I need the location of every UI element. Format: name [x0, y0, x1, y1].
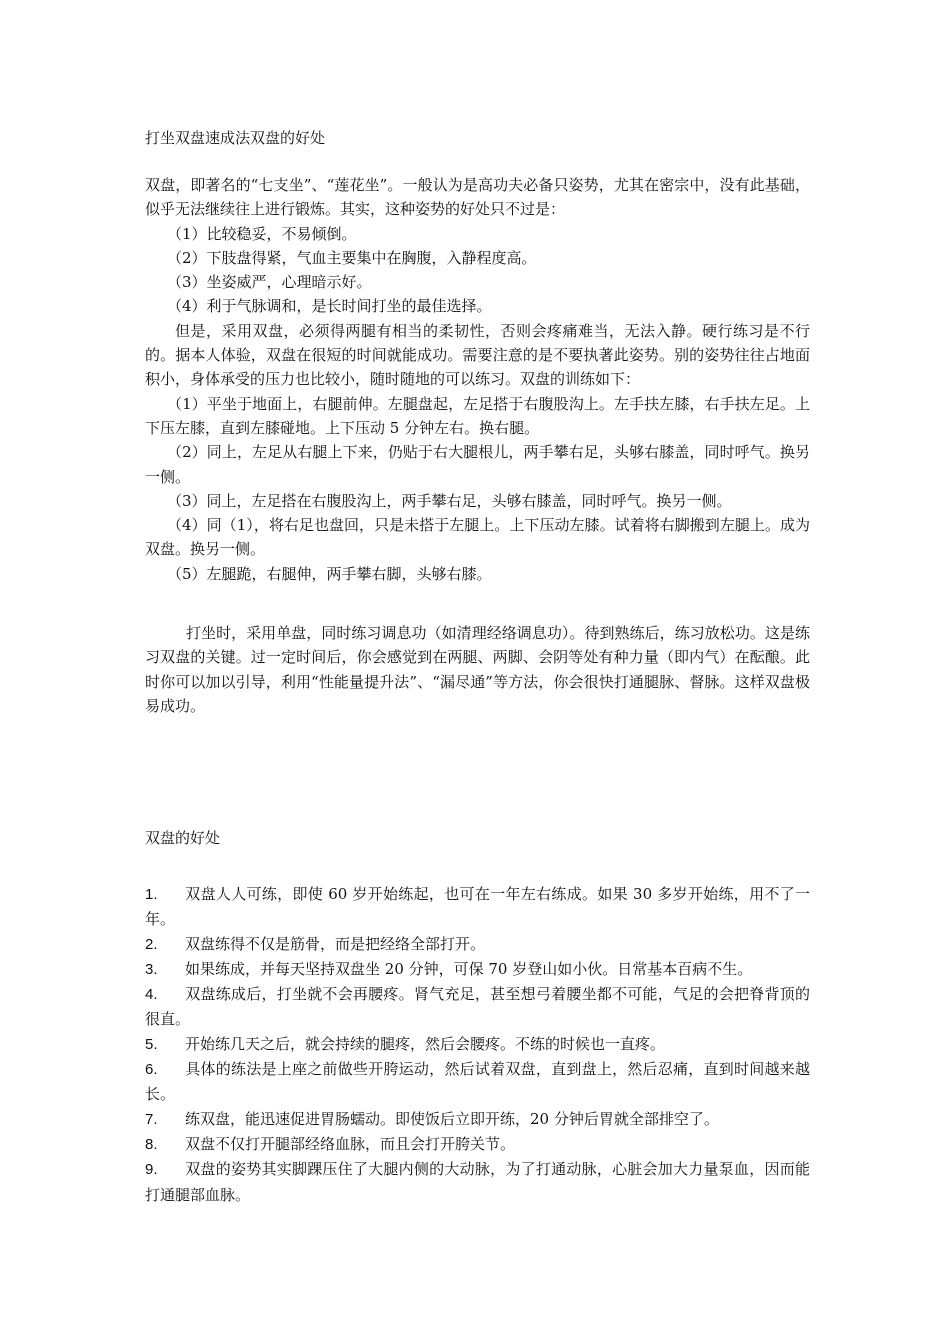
list-item-text: 双盘的姿势其实脚踝压住了大腿内侧的大动脉，为了打通动脉，心脏会加大力量泵血，因而能打通腿部血脉。	[145, 1160, 810, 1204]
benefit-item: （3）坐姿威严，心理暗示好。	[167, 273, 372, 292]
list-item-text: 具体的练法是上座之前做些开胯运动，然后试着双盘，直到盘上，然后忍痛，直到时间越来越长。	[145, 1060, 810, 1104]
list-item-number: 4.	[145, 986, 158, 1004]
list-item-number: 9.	[145, 1161, 158, 1179]
benefit-item: （2）下肢盘得紧，气血主要集中在胸腹，入静程度高。	[167, 248, 537, 267]
document-title: 打坐双盘速成法双盘的好处	[145, 129, 326, 147]
list-item	[145, 1132, 810, 1157]
training-step: （2）同上，左足从右腿上下来，仍贴于右大腿根儿，两手攀右足，头够右膝盖，同时呼气。换另一侧。	[145, 443, 810, 486]
list-item-text: 如果练成，并每天坚持双盘坐 20 分钟，可保 70 岁登山如小伙。日常基本百病不生。	[185, 959, 753, 978]
closing-paragraph: 打坐时，采用单盘，同时练习调息功（如清理经络调息功）。待到熟练后，练习放松功。这是练习双盘的关键。过一定时间后，你会感觉到在两腿、两脚、会阴等处有种力量（即内气）在酝酿。此时你可以加以引导，利用“性能量提升法”、“漏尽通”等方法，你会很快打通腿脉、督脉。这样双盘极易成功。	[145, 624, 810, 715]
benefit-item: （4）利于气脉调和，是长时间打坐的最佳选择。	[167, 297, 492, 316]
closing-block	[145, 621, 810, 718]
training-step: （1）平坐于地面上，右腿前伸。左腿盘起，左足搭于右腹股沟上。左手扶左膝，右手扶左足。上下压左膝，直到左膝碰地。上下压动 5 分钟左右。换右腿。	[145, 394, 810, 437]
list-item-number: 7.	[145, 1110, 158, 1128]
list-item	[145, 1107, 810, 1132]
list-item	[145, 957, 810, 982]
section-two-list	[145, 882, 810, 1207]
list-item	[145, 882, 810, 932]
section-one-body	[145, 173, 810, 586]
intro-paragraph: 双盘，即著名的“七支坐”、“莲花坐”。一般认为是高功夫必备只姿势，尤其在密宗中，没有此基础，似乎无法继续往上进行锻炼。其实，这种姿势的好处只不过是：	[145, 176, 810, 219]
list-item-text: 双盘人人可练，即使 60 岁开始练起，也可在一年左右练成。如果 30 多岁开始练，用不了一年。	[145, 885, 810, 929]
benefit-item: （1）比较稳妥，不易倾倒。	[167, 224, 357, 243]
list-item-number: 2.	[145, 935, 158, 953]
list-item-text: 双盘练得不仅是筋骨，而是把经络全部打开。	[185, 934, 486, 953]
training-step: （5）左腿跪，右腿伸，两手攀右脚，头够右膝。	[167, 564, 492, 583]
list-item	[145, 932, 810, 957]
training-step: （3）同上，左足搭在右腹股沟上，两手攀右足，头够右膝盖，同时呼气。换另一侧。	[167, 491, 732, 510]
list-item-number: 3.	[145, 960, 158, 978]
training-step: （4）同（1），将右足也盘回，只是未搭于左腿上。上下压动左膝。试着将右脚搬到左腿上。成为双盘。换另一侧。	[145, 516, 810, 559]
list-item-number: 6.	[145, 1061, 158, 1079]
list-item-number: 8.	[145, 1135, 158, 1153]
section-two-heading: 双盘的好处	[145, 829, 221, 847]
list-item	[145, 1032, 810, 1057]
list-item	[145, 1157, 810, 1207]
list-item	[145, 982, 810, 1032]
but-paragraph: 但是，采用双盘，必须得两腿有相当的柔韧性，否则会疼痛难当，无法入静。硬行练习是不行的。据本人体验，双盘在很短的时间就能成功。需要注意的是不要执著此姿势。别的姿势往往占地面积小，身体承受的压力也比较小，随时随地的可以练习。双盘的训练如下：	[145, 321, 810, 389]
list-item-number: 5.	[145, 1035, 158, 1053]
list-item-text: 开始练几天之后，就会持续的腿疼，然后会腰疼。不练的时候也一直疼。	[185, 1034, 666, 1053]
list-item-number: 1.	[145, 886, 158, 903]
list-item-text: 双盘练成后，打坐就不会再腰疼。肾气充足，甚至想弓着腰坐都不可能，气足的会把脊背顶的很直。	[145, 985, 810, 1029]
list-item-text: 双盘不仅打开腿部经络血脉，而且会打开胯关节。	[185, 1134, 516, 1153]
list-item	[145, 1057, 810, 1107]
list-item-text: 练双盘，能迅速促进胃肠蠕动。即使饭后立即开练，20 分钟后胃就全部排空了。	[185, 1109, 719, 1128]
